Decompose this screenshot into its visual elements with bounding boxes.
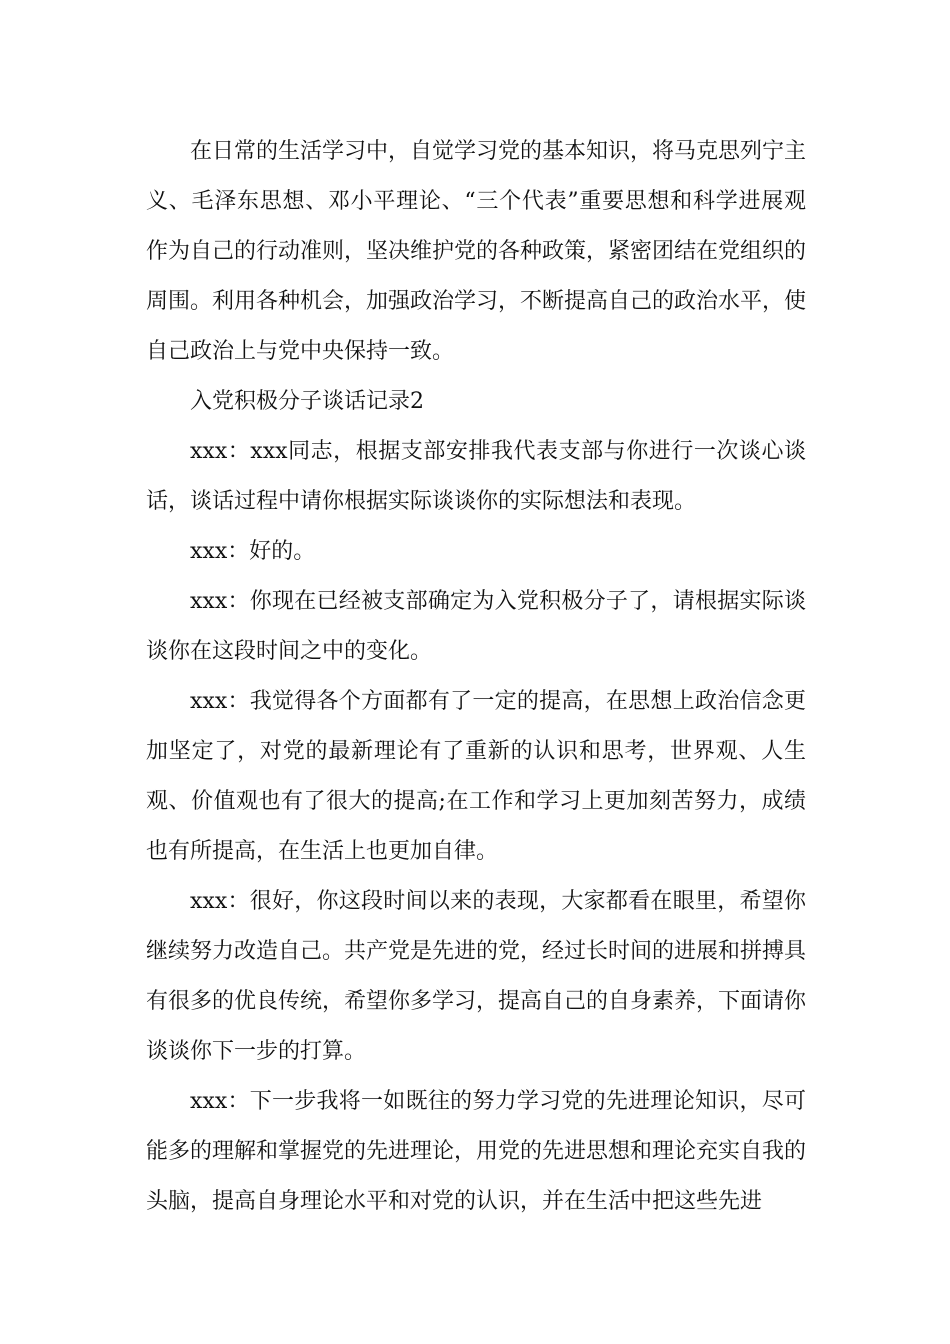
- section-heading: 入党积极分子谈话记录2: [190, 389, 424, 414]
- dialogue-paragraph: xxx：好的。: [190, 539, 316, 564]
- paragraph-intro: 在日常的生活学习中，自觉学习党的基本知识，将马克思列宁主义、毛泽东思想、邓小平理论、“三个代表”重要思想和科学进展观作为自己的行动准则，坚决维护党的各种政策，紧密团结在党组织的周围。利用各种机会，加强政治学习，不断提高自己的政治水平，使自己政治上与党中央保持一致。: [146, 139, 807, 364]
- dialogue-paragraph: xxx：下一步我将一如既往的努力学习党的先进理论知识，尽可能多的理解和掌握党的先进理论，用党的先进思想和理论充实自我的头脑，提高自身理论水平和对党的认识，并在生活中把这些先进: [146, 1089, 807, 1214]
- dialogue-paragraph: xxx：我觉得各个方面都有了一定的提高，在思想上政治信念更加坚定了，对党的最新理论有了重新的认识和思考，世界观、人生观、价值观也有了很大的提高;在工作和学习上更加刻苦努力，成绩也有所提高，在生活上也更加自律。: [146, 689, 806, 864]
- dialogue-paragraph: xxx：xxx同志，根据支部安排我代表支部与你进行一次谈心谈话，谈话过程中请你根据实际谈谈你的实际想法和表现。: [146, 439, 806, 514]
- document-body: [146, 127, 806, 1227]
- dialogue-paragraph: xxx：很好，你这段时间以来的表现，大家都看在眼里，希望你继续努力改造自己。共产党是先进的党，经过长时间的进展和拼搏具有很多的优良传统，希望你多学习，提高自己的自身素养，下面请你谈谈你下一步的打算。: [146, 889, 807, 1064]
- dialogue-paragraph: xxx：你现在已经被支部确定为入党积极分子了，请根据实际谈谈你在这段时间之中的变化。: [146, 589, 806, 664]
